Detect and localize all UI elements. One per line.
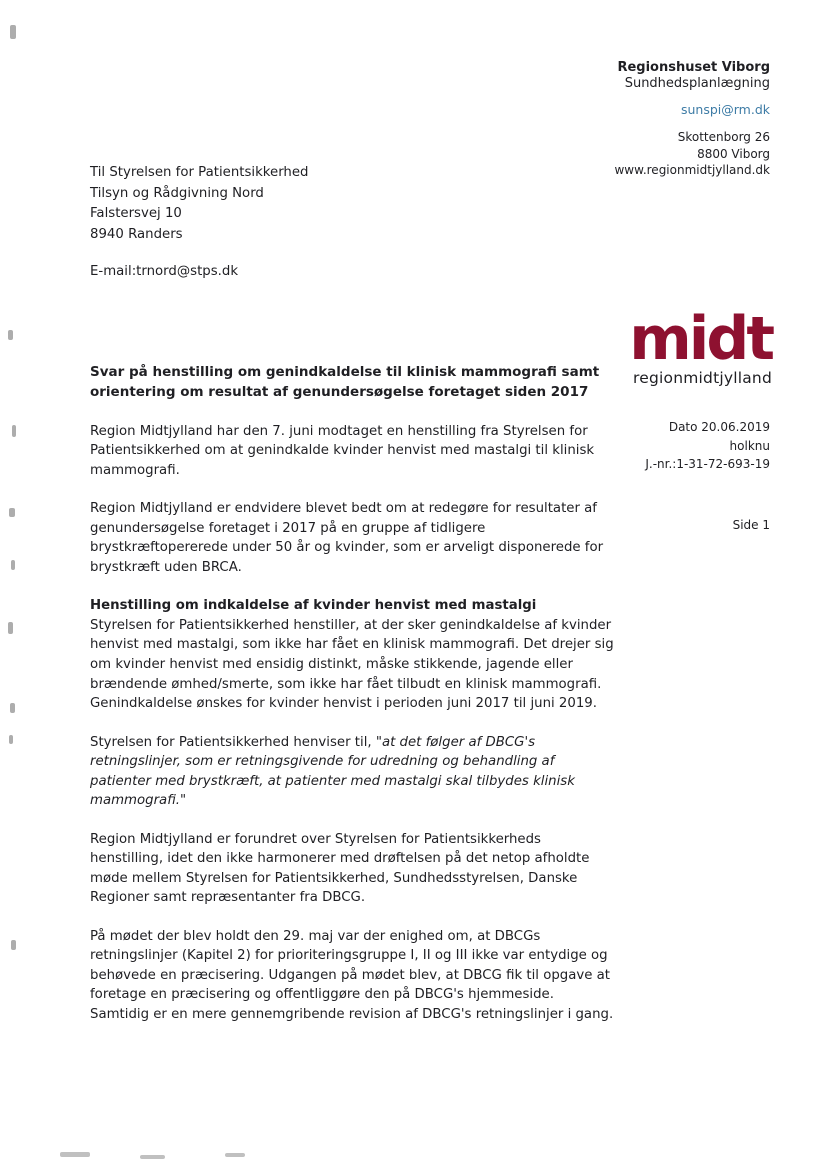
- recipient-block: [90, 163, 308, 283]
- scan-artifact: [8, 330, 13, 340]
- recipient-email: E-mail:trnord@stps.dk: [90, 264, 239, 280]
- section-subheading: Henstilling om indkaldelse af kvinder henvist med mastalgi: [90, 598, 537, 614]
- meta-page-number: Side 1: [732, 517, 770, 532]
- recipient-unit: Tilsyn og Rådgivning Nord: [90, 185, 264, 201]
- meta-journal-number: J.-nr.:1-31-72-693-19: [645, 457, 770, 472]
- letterhead-website: www.regionmidtjylland.dk: [614, 163, 770, 178]
- letterhead-street: Skottenborg 26: [677, 130, 770, 144]
- paragraph: Styrelsen for Patientsikkerhed henstiller, at der sker genindkaldelse af kvinder henvist med mastalgi, som ikke har fået en klinisk mammografi. Det drejer sig om kvinder henvist med ensidig distinkt, måske stikkende, jagende eller brændende ømhed/smerte, som ikke har fået tilbudt en klinisk mammografi. Genindkaldelse ønskes for kvinder henvist i perioden juni 2017 til juni 2019.: [90, 617, 614, 712]
- scan-artifact: [60, 1152, 90, 1157]
- paragraph: På mødet der blev holdt den 29. maj var der enighed om, at DBCGs retningslinjer (Kapitel 2) for prioriteringsgruppe I, II og III ikke var entydige og behøvede en præcisering. Udgangen på mødet blev, at DBCG fik til opgave at foretage en præcisering og offentliggøre den på DBCG's hjemmeside. Samtidig er en mere gennemgribende revision af DBCG's retningslinjer i gang.: [90, 928, 614, 1022]
- recipient-name: Til Styrelsen for Patientsikkerhed: [90, 165, 309, 180]
- letterhead-office: Regionshuset Viborg: [617, 60, 770, 75]
- quote-prefix: Styrelsen for Patientsikkerhed henviser til, ": [90, 734, 382, 750]
- letterhead-address: [614, 129, 770, 179]
- paragraph: Region Midtjylland er forundret over Styrelsen for Patientsikkerheds henstilling, idet den ikke harmonerer med drøftelsen på det netop afholdte møde mellem Styrelsen for Patientsikkerhed, Sundhedsstyrelsen, Danske Regioner samt repræsentanter fra DBCG.: [90, 831, 590, 906]
- paragraph-quote: [90, 733, 614, 811]
- scan-artifact: [9, 735, 13, 744]
- letterhead-city: 8800 Viborg: [697, 146, 770, 161]
- scan-artifact: [140, 1155, 165, 1159]
- letterhead-email: sunspi@rm.dk: [680, 102, 770, 117]
- logo-wordmark: midt: [629, 304, 772, 374]
- region-midtjylland-logo: [629, 304, 772, 387]
- quote-suffix: ": [180, 793, 187, 809]
- scan-artifact: [10, 703, 15, 713]
- quote-italic-text: at det følger af DBCG's retningslinjer, som er retningsgivende for udredning og behandling af patienter med brystkræft, at patienter med mastalgi skal tilbydes klinisk mammografi.: [90, 734, 575, 809]
- scan-artifact: [10, 25, 16, 39]
- paragraph: Region Midtjylland er endvidere blevet bedt om at redegøre for resultater af genundersøgelse foretaget i 2017 på en gruppe af tidligere brystkræftopererede under 50 år og kvinder, som er arveligt disponerede for brystkræft uden BRCA.: [90, 501, 604, 575]
- scan-artifact: [8, 622, 13, 634]
- letter-meta: [645, 418, 770, 534]
- meta-initials: holknu: [729, 438, 770, 453]
- logo-region-label: regionmidtjylland: [633, 368, 772, 387]
- scan-artifact: [225, 1153, 245, 1157]
- meta-date: Dato 20.06.2019: [668, 420, 770, 434]
- recipient-city: 8940 Randers: [90, 226, 183, 242]
- scan-artifact: [12, 425, 16, 437]
- scan-artifact: [11, 940, 16, 950]
- scan-artifact: [9, 508, 15, 517]
- letterhead-department: Sundhedsplanlægning: [624, 76, 770, 91]
- paragraph: Region Midtjylland har den 7. juni modtaget en henstilling fra Styrelsen for Patientsikkerhed om at genindkalde kvinder henvist med mastalgi til klinisk mammografi.: [90, 423, 595, 478]
- scan-artifact: [11, 560, 15, 570]
- letter-body: [90, 363, 614, 1025]
- letterhead: [614, 60, 770, 179]
- recipient-street: Falstersvej 10: [90, 206, 182, 222]
- letter-title: Svar på henstilling om genindkaldelse til klinisk mammografi samt orientering om resultat af genundersøgelse foretaget siden 2017: [90, 364, 600, 400]
